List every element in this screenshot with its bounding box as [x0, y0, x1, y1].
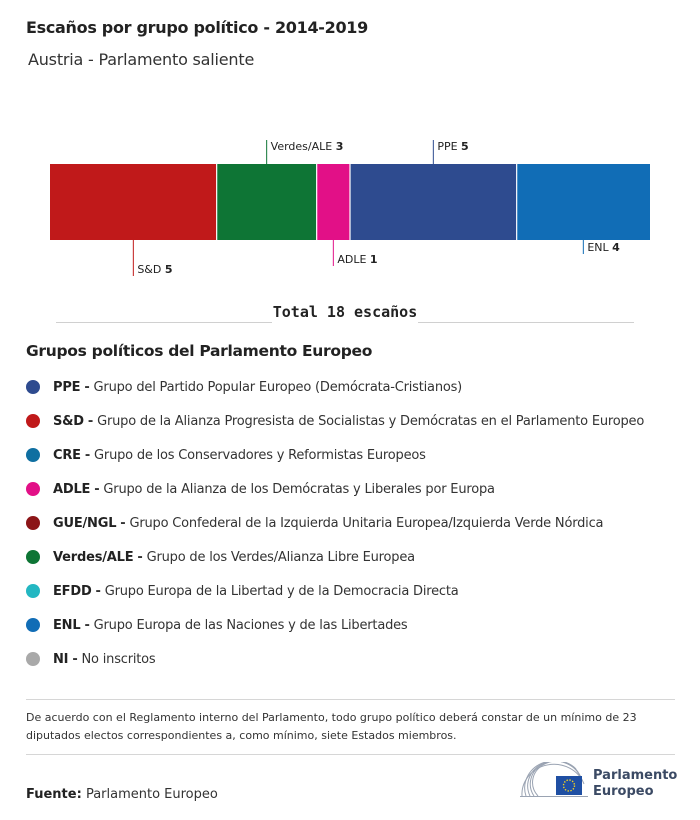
legend-abbr: NI: [53, 651, 69, 667]
chart-subtitle: Austria - Parlamento saliente: [28, 50, 255, 69]
legend-dot-icon: [26, 482, 40, 496]
legend-item: [26, 472, 644, 506]
legend-abbr: EFDD: [53, 583, 92, 599]
legend-dot-icon: [26, 652, 40, 666]
legend-dot-icon: [26, 618, 40, 632]
bar-label: [271, 140, 344, 153]
legend-description: Grupo Europa de las Naciones y de las Libertades: [93, 617, 408, 633]
total-label: Total 18 escaños: [272, 303, 418, 321]
legend-abbr: ENL: [53, 617, 81, 633]
legend-description: Grupo Europa de la Libertad y de la Democracia Directa: [104, 583, 459, 599]
legend-description: Grupo de los Verdes/Alianza Libre Europea: [146, 549, 415, 565]
logo-line-2: Europeo: [593, 784, 654, 799]
legend-description: Grupo del Partido Popular Europeo (Demócrata-Cristianos): [93, 379, 463, 395]
total-divider-right: [418, 322, 634, 323]
bar-label-category: ADLE: [337, 253, 370, 266]
bar-label-value: 3: [335, 140, 344, 153]
bar-segment: [350, 164, 517, 240]
legend-item: [26, 404, 644, 438]
legend-dot-icon: [26, 584, 40, 598]
legend-item: [26, 574, 644, 608]
legend-item: [26, 438, 644, 472]
bar-label-category: PPE: [437, 140, 462, 153]
chart-title: Escaños por grupo político - 2014-2019: [26, 18, 368, 37]
legend-separator: -: [72, 651, 78, 667]
legend-item: [26, 506, 644, 540]
bar-label: [587, 241, 620, 254]
legend-separator: -: [84, 379, 90, 395]
source: [26, 787, 218, 802]
legend-abbr: ADLE: [53, 481, 91, 497]
legend-item: [26, 642, 644, 676]
european-parliament-logo: [520, 762, 680, 802]
source-label: Fuente:: [26, 787, 82, 802]
source-value: Parlamento Europeo: [85, 787, 218, 802]
bar-label-category: Verdes/ALE: [270, 140, 336, 153]
legend-separator: -: [95, 583, 101, 599]
legend-item: [26, 608, 644, 642]
bar-label-value: 1: [369, 253, 378, 266]
bar-label: [137, 263, 172, 276]
logo-line-1: Parlamento: [593, 768, 678, 783]
bar-label-value: 5: [461, 140, 469, 153]
legend-abbr: CRE: [53, 447, 81, 463]
bar-label-category: S&D: [137, 263, 165, 276]
bar-label: [437, 140, 468, 153]
bar-label-category: ENL: [587, 241, 613, 254]
legend-dot-icon: [26, 550, 40, 564]
legend-title: Grupos políticos del Parlamento Europeo: [26, 342, 373, 360]
bar-segment: [50, 164, 217, 240]
legend-separator: -: [94, 481, 100, 497]
legend-description: Grupo de los Conservadores y Reformistas Europeos: [94, 447, 426, 463]
legend-description: Grupo de la Alianza de los Demócratas y Liberales por Europa: [103, 481, 495, 497]
legend-separator: -: [84, 617, 90, 633]
legend-description: Grupo Confederal de la Izquierda Unitaria Europea/Izquierda Verde Nórdica: [129, 515, 604, 531]
bar-label-value: 5: [164, 263, 173, 276]
footnote: De acuerdo con el Reglamento interno del Parlamento, todo grupo político deberá constar de un mínimo de 23 diputados electos correspondientes a, como mínimo, siete Estados miembros.: [26, 699, 675, 755]
bar-segment: [317, 164, 350, 240]
legend-dot-icon: [26, 414, 40, 428]
hemicycle-flag-icon: [520, 762, 588, 800]
legend-abbr: Verdes/ALE: [53, 549, 134, 565]
legend-dot-icon: [26, 516, 40, 530]
bar-label-value: 4: [612, 241, 620, 254]
legend-dot-icon: [26, 380, 40, 394]
legend-item: [26, 540, 644, 574]
legend-separator: -: [120, 515, 126, 531]
legend-dot-icon: [26, 448, 40, 462]
legend-abbr: GUE/NGL: [53, 515, 117, 531]
legend-abbr: PPE: [53, 379, 81, 395]
bar-segment: [217, 164, 317, 240]
total-divider-left: [56, 322, 272, 323]
legend-separator: -: [137, 549, 143, 565]
legend-abbr: S&D: [53, 413, 84, 429]
logo-text: [593, 768, 677, 800]
legend-description: Grupo de la Alianza Progresista de Socialistas y Demócratas en el Parlamento Europeo: [97, 413, 645, 429]
bar-label: [337, 253, 377, 266]
bar-segment: [517, 164, 650, 240]
legend-separator: -: [87, 413, 94, 429]
legend: [26, 370, 644, 676]
legend-description: No inscritos: [81, 651, 156, 667]
stacked-bar-chart: [0, 130, 700, 290]
total-seats: [56, 300, 634, 340]
legend-separator: -: [84, 447, 91, 463]
legend-item: [26, 370, 644, 404]
